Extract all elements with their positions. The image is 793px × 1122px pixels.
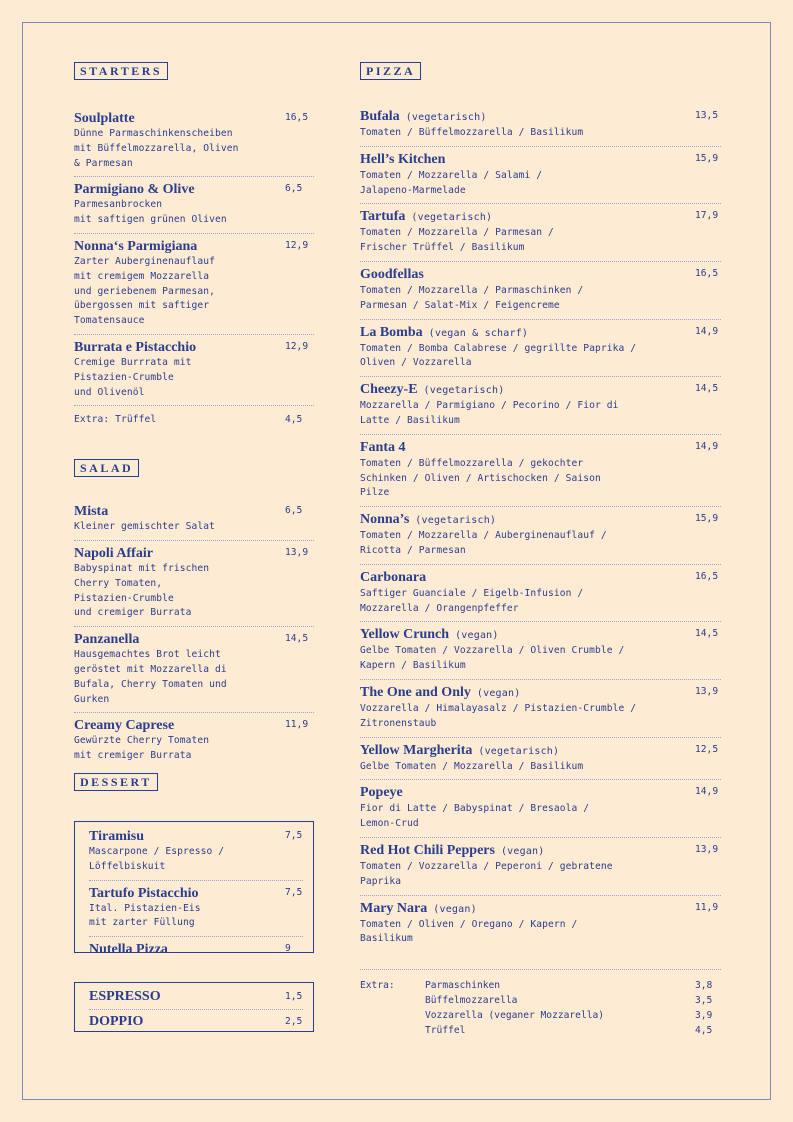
item-tag: (vegan) bbox=[455, 630, 499, 642]
menu-item bbox=[74, 713, 314, 769]
item-price: 14,9 bbox=[695, 786, 719, 798]
item-name: Hell’s Kitchen bbox=[360, 151, 446, 167]
item-desc: Mozzarella / Parmigiano / Pecorino / Fior di Latte / Basilikum bbox=[360, 400, 619, 426]
starters-title: STARTERS bbox=[74, 62, 168, 80]
item-price: 12,9 bbox=[285, 239, 309, 251]
starters-list bbox=[74, 106, 314, 433]
item-price: 16,5 bbox=[695, 570, 719, 582]
item-name: Nonna‘s Parmigiana bbox=[74, 238, 198, 254]
item-desc: Kleiner gemischter Salat bbox=[74, 521, 216, 533]
salad-title: SALAD bbox=[74, 459, 139, 477]
item-price: 13,9 bbox=[695, 843, 719, 855]
item-name: Bufala (vegetarisch) bbox=[360, 109, 487, 124]
right-column bbox=[360, 62, 721, 1038]
menu-item bbox=[360, 262, 721, 320]
item-tag: (vegetarisch) bbox=[411, 212, 493, 224]
menu-item bbox=[360, 377, 721, 435]
item-price: 14,5 bbox=[285, 633, 309, 645]
item-price: 14,5 bbox=[695, 383, 719, 395]
menu-item bbox=[74, 335, 314, 406]
pizza-title: PIZZA bbox=[360, 62, 421, 80]
menu-item bbox=[74, 627, 314, 713]
starters-extra bbox=[74, 406, 314, 433]
item-tag: (vegetarisch) bbox=[478, 745, 560, 757]
item-desc: Vozzarella / Himalayasalz / Pistazien-Crumble / Zitronenstaub bbox=[360, 702, 637, 729]
item-price: 7,5 bbox=[285, 830, 303, 841]
item-tag: (vegan) bbox=[500, 845, 545, 857]
extra-row bbox=[425, 993, 721, 1008]
item-name: The One and Only (vegan) bbox=[360, 684, 521, 700]
item-tag: (vegan & scharf) bbox=[428, 327, 529, 339]
item-desc: Gewürzte Cherry Tomaten mit cremiger Burrata bbox=[74, 735, 210, 762]
item-name: DOPPIO bbox=[89, 1014, 144, 1029]
item-price: 7,5 bbox=[285, 886, 303, 898]
left-column bbox=[74, 62, 314, 769]
item-desc: Tomaten / Mozzarella / Parmesan / Frischer Trüffel / Basilikum bbox=[360, 227, 554, 254]
menu-item bbox=[74, 499, 314, 541]
item-name: Fanta 4 bbox=[360, 439, 406, 455]
item-name: Soulplatte bbox=[74, 111, 135, 126]
menu-item bbox=[360, 896, 721, 971]
item-desc: Tomaten / Mozzarella / Auberginenauflauf / Ricotta / Parmesan bbox=[360, 530, 607, 556]
dessert-title: DESSERT bbox=[74, 773, 158, 791]
menu-item bbox=[89, 1010, 303, 1034]
item-name: Popeye bbox=[360, 785, 403, 801]
extra-name: Büffelmozzarella bbox=[425, 995, 518, 1007]
item-price: 14,9 bbox=[695, 440, 719, 452]
extra-label: Extra: Trüffel bbox=[74, 414, 157, 426]
item-name: Goodfellas bbox=[360, 266, 424, 282]
menu-item bbox=[74, 234, 314, 335]
item-price: 11,9 bbox=[285, 719, 309, 731]
item-desc: Mascarpone / Espresso / Löffelbiskuit bbox=[89, 846, 225, 872]
extra-name: Parmaschinken bbox=[425, 980, 501, 992]
item-price: 14,5 bbox=[695, 628, 719, 640]
extra-name: Vozzarella (veganer Mozzarella) bbox=[425, 1010, 605, 1022]
dessert-box bbox=[74, 821, 314, 958]
item-desc: Tomaten / Mozzarella / Parmaschinken / Parmesan / Salat-Mix / Feigencreme bbox=[360, 284, 584, 311]
item-desc: Ital. Pistazien-Eis mit zarter Füllung bbox=[89, 902, 201, 929]
menu-item bbox=[360, 104, 721, 147]
item-price: 13,9 bbox=[285, 546, 309, 558]
item-name: ESPRESSO bbox=[89, 989, 161, 1004]
extra-price: 4,5 bbox=[285, 414, 303, 426]
menu-item bbox=[89, 824, 303, 881]
menu-item bbox=[360, 622, 721, 680]
menu-item bbox=[74, 177, 314, 234]
menu-item bbox=[89, 937, 303, 963]
extra-row bbox=[425, 1023, 721, 1038]
extra-row bbox=[425, 978, 721, 993]
item-name: Yellow Crunch (vegan) bbox=[360, 627, 499, 643]
item-tag: (vegan) bbox=[433, 903, 477, 915]
item-name: Cheezy-E (vegetarisch) bbox=[360, 382, 505, 398]
menu-item bbox=[360, 838, 721, 896]
menu-item bbox=[89, 985, 303, 1010]
menu-item bbox=[360, 507, 721, 565]
item-name: Panzanella bbox=[74, 632, 140, 648]
item-desc: Hausgemachtes Brot leicht geröstet mit Mozzarella di Bufala, Cherry Tomaten und Gurken bbox=[74, 649, 227, 705]
extra-price: 3,5 bbox=[695, 995, 713, 1007]
item-desc: Saftiger Guanciale / Eigelb-Infusion / Mozzarella / Orangenpfeffer bbox=[360, 587, 584, 614]
item-desc: Tomaten / Büffelmozzarella / gekochter Schinken / Oliven / Artischocken / Saison Pilze bbox=[360, 457, 601, 499]
item-name: Nutella Pizza bbox=[89, 942, 168, 958]
item-price: 6,5 bbox=[285, 505, 303, 517]
menu-item bbox=[360, 435, 721, 507]
item-desc: Tomaten / Bomba Calabrese / gegrillte Paprika / Oliven / Vozzarella bbox=[360, 342, 637, 369]
menu-item bbox=[74, 541, 314, 627]
item-desc: Fior di Latte / Babyspinat / Bresaola / Lemon-Crud bbox=[360, 803, 590, 830]
item-price: 9 bbox=[285, 943, 291, 955]
item-name: Napoli Affair bbox=[74, 545, 153, 561]
extra-name: Trüffel bbox=[425, 1025, 466, 1037]
item-desc: Dünne Parmaschinkenscheiben mit Büffelmozzarella, Oliven & Parmesan bbox=[74, 128, 239, 169]
menu-item bbox=[360, 738, 721, 781]
item-name: Tiramisu bbox=[89, 829, 144, 844]
pizza-extras bbox=[360, 978, 721, 1038]
item-price: 11,9 bbox=[695, 901, 719, 913]
item-price: 16,5 bbox=[695, 267, 719, 279]
item-name: Tartufo Pistacchio bbox=[89, 885, 199, 901]
item-price: 15,9 bbox=[695, 152, 719, 164]
menu-item bbox=[360, 320, 721, 378]
menu-item bbox=[74, 106, 314, 177]
extra-price: 3,9 bbox=[695, 1010, 713, 1022]
item-desc: Gelbe Tomaten / Vozzarella / Oliven Crumble / Kapern / Basilikum bbox=[360, 645, 625, 672]
item-tag: (vegetarisch) bbox=[423, 385, 505, 397]
item-tag: (vegetarisch) bbox=[415, 515, 497, 527]
item-name: Mary Nara (vegan) bbox=[360, 900, 477, 916]
menu-item bbox=[360, 204, 721, 262]
menu-item bbox=[360, 780, 721, 838]
item-name: Mista bbox=[74, 504, 109, 520]
item-price: 15,9 bbox=[695, 513, 719, 525]
item-price: 1,5 bbox=[285, 991, 303, 1002]
item-price: 12,5 bbox=[695, 743, 719, 755]
item-name: Nonna’s (vegetarisch) bbox=[360, 512, 497, 528]
item-price: 16,5 bbox=[285, 112, 309, 123]
item-tag: (vegetarisch) bbox=[405, 112, 487, 123]
item-price: 14,9 bbox=[695, 325, 719, 337]
extras-label: Extra: bbox=[360, 980, 395, 992]
item-tag: (vegan) bbox=[476, 687, 521, 699]
item-desc: Tomaten / Büffelmozzarella / Basilikum bbox=[360, 127, 584, 138]
extra-price: 3,8 bbox=[695, 980, 713, 992]
salad-list bbox=[74, 499, 314, 769]
item-name: Parmigiano & Olive bbox=[74, 182, 195, 198]
item-price: 12,9 bbox=[285, 340, 309, 352]
menu-item bbox=[89, 881, 303, 938]
item-desc: Tomaten / Mozzarella / Salami / Jalapeno-Marmelade bbox=[360, 169, 543, 196]
item-price: 17,9 bbox=[695, 210, 719, 222]
item-name: Tartufa (vegetarisch) bbox=[360, 209, 493, 225]
item-name: Red Hot Chili Peppers (vegan) bbox=[360, 842, 545, 858]
item-desc: Tomaten / Vozzarella / Peperoni / gebratene Paprika bbox=[360, 860, 613, 887]
item-desc: Gelbe Tomaten / Mozzarella / Basilikum bbox=[360, 760, 584, 772]
item-price: 2,5 bbox=[285, 1016, 303, 1027]
item-name: Carbonara bbox=[360, 569, 427, 585]
item-desc: Tomaten / Oliven / Oregano / Kapern / Basilikum bbox=[360, 918, 578, 945]
item-price: 13,5 bbox=[695, 110, 719, 121]
coffee-box bbox=[74, 982, 314, 1032]
item-name: La Bomba (vegan & scharf) bbox=[360, 324, 529, 340]
item-price: 6,5 bbox=[285, 183, 303, 195]
item-desc: Babyspinat mit frischen Cherry Tomaten, Pistazien-Crumble und cremiger Burrata bbox=[74, 562, 210, 619]
pizza-list bbox=[360, 104, 721, 970]
item-price: 13,9 bbox=[695, 685, 719, 697]
menu-item bbox=[360, 147, 721, 205]
item-desc: Cremige Burrrata mit Pistazien-Crumble und Olivenöl bbox=[74, 356, 192, 398]
menu-item bbox=[360, 680, 721, 738]
item-name: Yellow Margherita (vegetarisch) bbox=[360, 742, 560, 758]
item-name: Burrata e Pistacchio bbox=[74, 339, 197, 355]
item-name: Creamy Caprese bbox=[74, 718, 175, 734]
extra-price: 4,5 bbox=[695, 1025, 713, 1037]
menu-item bbox=[360, 565, 721, 623]
item-desc: Zarter Auberginenauflauf mit cremigem Mozzarella und geriebenem Parmesan, übergossen mit saftiger Tomatensauce bbox=[74, 255, 216, 327]
item-desc: Parmesanbrocken mit saftigen grünen Oliven bbox=[74, 199, 227, 226]
extra-row bbox=[425, 1008, 721, 1023]
